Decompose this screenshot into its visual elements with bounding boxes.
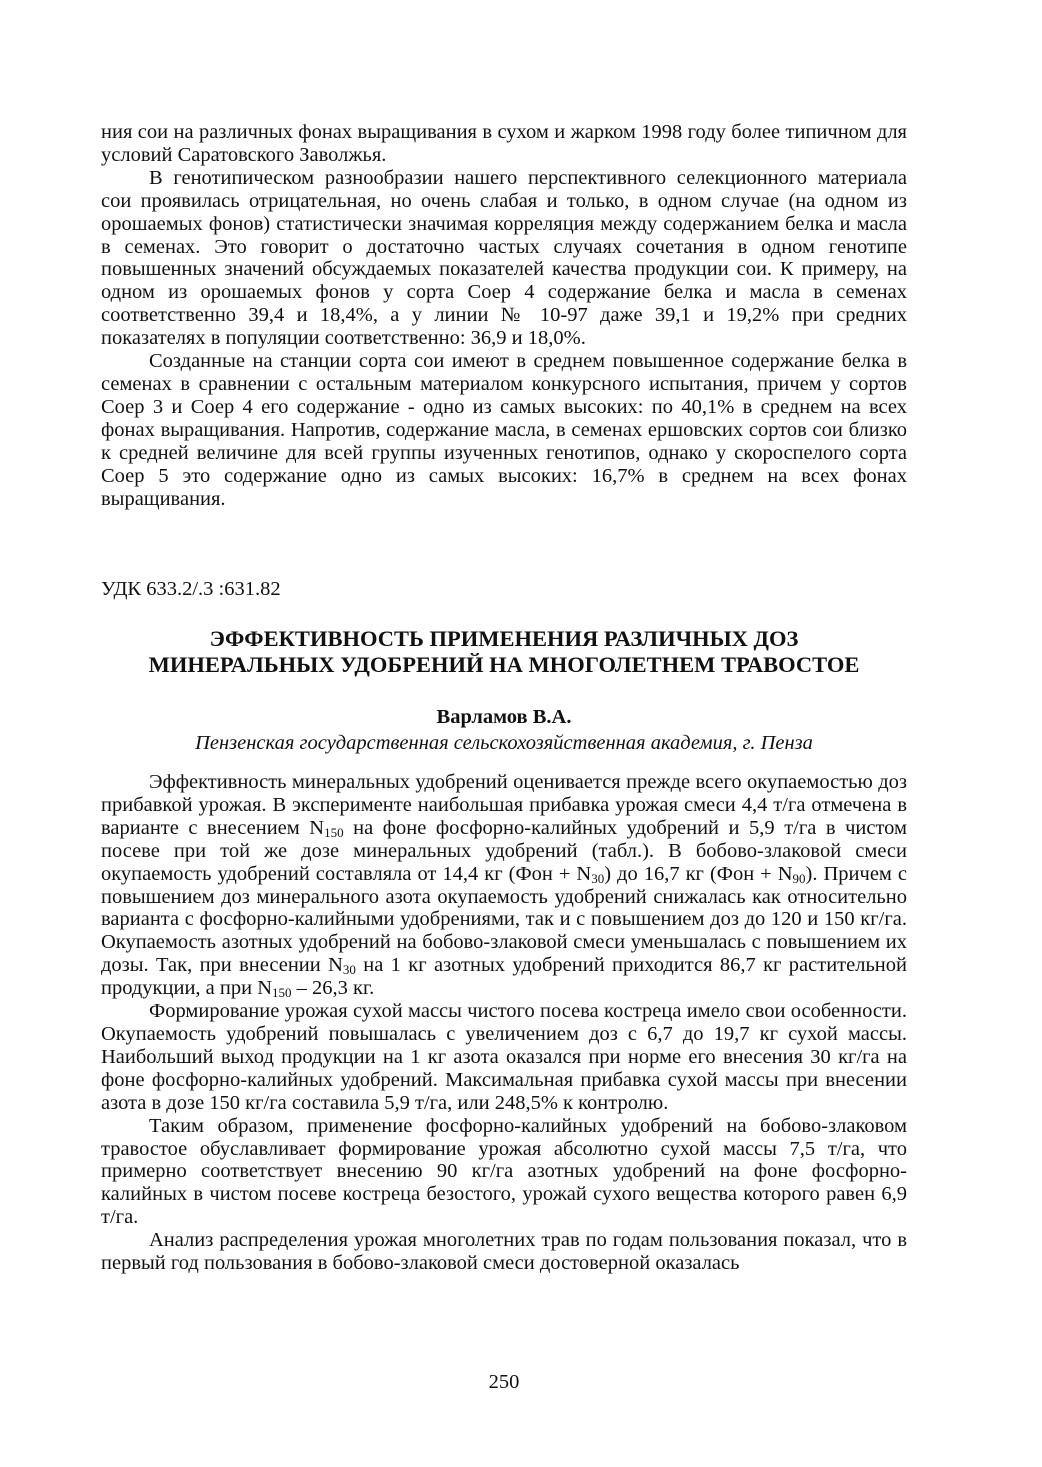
body-paragraph-4: Анализ распределения урожая многолетних трав по годам пользования показал, что в первый год пользования в бобово-злаковой смеси достоверной оказалась <box>101 1229 907 1275</box>
author-name: Варламов В.А. <box>436 706 572 728</box>
continued-paragraph-2: В генотипическом разнообразии нашего перспективного селекционного материала сои проявилась отрицательная, но очень слабая и только, в одном случае (на одном из орошаемых фонов) статистически значимая корреляция между содержанием белка и масла в семенах. Это говорит о достаточно частых случаях сочетания в одном генотипе повышенных значений обсуждаемых показателей качества продукции сои. К примеру, на одном из орошаемых фонов у сорта Соер 4 содержание белка и масла в семенах соответственно 39,4 и 18,4%, а у линии № 10-97 даже 39,1 и 19,2% при средних показателях в популяции соответственно: 36,9 и 18,0%. <box>101 166 907 350</box>
article-title <box>101 626 907 678</box>
continued-paragraph-3: Созданные на станции сорта сои имеют в среднем повышенное содержание белка в семенах в сравнении с остальным материалом конкурсного испытания, причем у сортов Соер 3 и Соер 4 его содержание - одно из самых высоких: по 40,1% в среднем на всех фонах выращивания. Напротив, содержание масла, в семенах ершовских сортов сои близко к средней величине для всей группы изученных генотипов, однако у скороспелого сорта Соер 5 это содержание одно из самых высоких: 16,7% в среднем на всех фонах выращивания. <box>101 350 907 510</box>
article-body <box>101 771 907 1275</box>
body-paragraph-2: Формирование урожая сухой массы чистого посева костреца имело свои особенности. Окупаемость удобрений повышалась с увеличением доз с 6,7 до 19,7 кг сухой массы. Наибольший выход продукции на 1 кг азота оказался при норме его внесения 30 кг/га на фоне фосфорно-калийных удобрений. Максимальная прибавка сухой массы при внесении азота в дозе 150 кг/га составила 5,9 т/га, или 248,5% к контролю. <box>101 1000 907 1114</box>
body-paragraph-1: Эффективность минеральных удобрений оценивается прежде всего окупаемостью доз прибавкой урожая. В эксперименте наибольшая прибавка урожая смеси 4,4 т/га отмечена в варианте с внесением $N_{150}$ на фоне фосфорно-калийных удобрений и 5,9 т/га в чистом посеве при той же дозе минеральных удобрений (табл.). В бобово-злаковой смеси окупаемость удобрений составляла от 14,4 кг $(Фон + N_{30})$ до 16,7 кг $(Фон + N_{90})$. Причем с повышением доз минерального азота окупаемость удобрений снижалась как относительно варианта с фосфорно-калийными удобрениями, так и с повышением доз до 120 и 150 кг/га. Окупаемость азотных удобрений на бобово-злаковой смеси уменьшалась с повышением их дозы. Так, при внесении $N_{30}$ на 1 кг азотных удобрений приходится 86,7 кг растительной продукции, а при $N_{150} - 26,3$ кг. <box>101 771 908 1001</box>
udk-code: УДК 633.2/.3 :631.82 <box>101 578 281 600</box>
continued-paragraph-1: ния сои на различных фонах выращивания в сухом и жарком 1998 году более типичном для условий Саратовского Заволжья. <box>101 121 907 166</box>
title-line-1: ЭФФЕКТИВНОСТЬ ПРИМЕНЕНИЯ РАЗЛИЧНЫХ ДОЗ <box>209 626 799 651</box>
continued-text <box>101 121 907 510</box>
title-line-2: МИНЕРАЛЬНЫХ УДОБРЕНИЙ НА МНОГОЛЕТНЕМ ТРАВОСТОЕ <box>148 652 860 677</box>
page-number: 250 <box>488 1371 520 1393</box>
author-affiliation: Пензенская государственная сельскохозяйственная академия, г. Пенза <box>195 732 813 754</box>
body-paragraph-3: Таким образом, применение фосфорно-калийных удобрений на бобово-злаковом травостое обуславливает формирование урожая абсолютно сухой массы 7,5 т/га, что примерно соответствует внесению 90 кг/га азотных удобрений на фоне фосфорно-калийных в чистом посеве костреца безостого, урожай сухого вещества которого равен 6,9 т/га. <box>101 1114 907 1229</box>
